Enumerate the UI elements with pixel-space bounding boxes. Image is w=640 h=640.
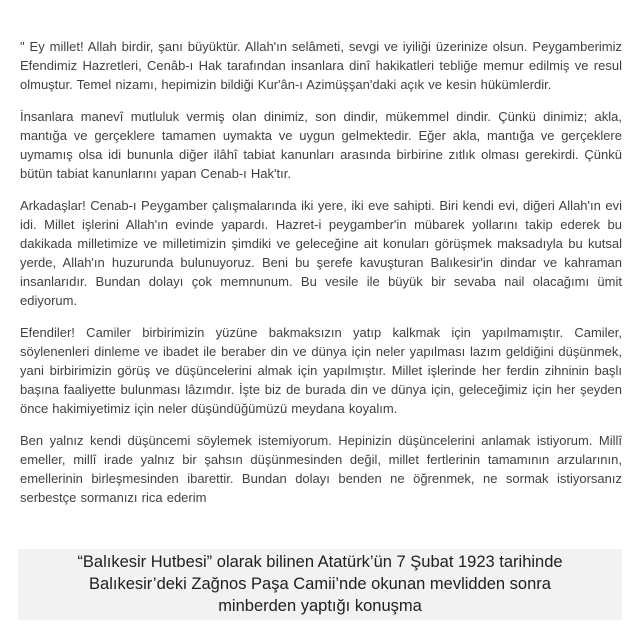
speech-paragraph-5: Ben yalnız kendi düşüncemi söylemek istemiyorum. Hepinizin düşüncelerini anlamak istiyorum. Millî emeller, millî irade yalnız bir şahsın düşünmesinden değil, millet fertlerinin tamamının arzularının, emellerinin birleşmesinden ibarettir. Bundan dolayı benden ne öğrenmek, ne sormak istiyorsanız serbestçe sormanızı rica ederim (20, 433, 622, 505)
speech-text-block (20, 37, 622, 520)
caption-line-2: Balıkesir’deki Zağnos Paşa Camii’nde okunan mevlidden sonra (89, 575, 551, 593)
caption-box (18, 549, 622, 620)
caption-line-1: “Balıkesir Hutbesi” olarak bilinen Atatürk’ün 7 Şubat 1923 tarihinde (77, 553, 563, 571)
speech-paragraph-4: Efendiler! Camiler birbirimizin yüzüne bakmaksızın yatıp kalkmak için yapılmamıştır. Camiler, söylenenleri dinleme ve ibadet ile beraber din ve dünya için neler yapılması lazım geldiğini düşünmek, yani birbirimizin görüş ve düşüncelerini almak için yapılmıştır. Millet işlerinde her ferdin zihninin başlı başına faaliyette bulunması lâzımdır. İşte biz de burada din ve dünya için, geleceğimiz için her şeyden önce hakimiyetimiz için neler düşündüğümüzü meydana koyalım. (20, 325, 622, 416)
caption-line-3: minberden yaptığı konuşma (218, 597, 422, 615)
speech-paragraph-2: İnsanlara manevî mutluluk vermiş olan dinimiz, son dindir, mükemmel dindir. Çünkü dinimiz; akla, mantığa ve gerçeklere tamamen uymakta ve uygun gelmektedir. Eğer akla, mantığa ve gerçeklere uymamış olsa idi bununla diğer ilâhî tabiat kanunları arasında birbirine zıtlık olması gerekirdi. Çünkü bütün tabiat kanunlarını yapan Cenab-ı Hak'tır. (20, 109, 622, 181)
speech-paragraph-1: " Ey millet! Allah birdir, şanı büyüktür. Allah'ın selâmeti, sevgi ve iyiliği üzerinize olsun. Peygamberimiz Efendimiz Hazretleri, Cenâb-ı Hak tarafından insanlara dinî hakikatleri tebliğe memur edilmiş ve resul olmuştur. Temel nizamı, hepimizin bildiği Kur'ân-ı Azimüşşan'daki açık ve kesin hükümlerdir. (20, 39, 622, 92)
speech-paragraph-3: Arkadaşlar! Cenab-ı Peygamber çalışmalarında iki yere, iki eve sahipti. Biri kendi evi, diğeri Allah'ın evi idi. Millet işlerini Allah'ın evinde yapardı. Hazret-i peygamber'in mübarek yollarını takip ederek bu dakikada milletimize ve milletimizin şimdiki ve geleceğine ait konuları görüşmek maksadıyla bu kutsal yerde, Allah'ın huzurunda bulunuyoruz. Beni bu şerefe kavuşturan Balıkesir'in dindar ve kahraman insanlarıdır. Bundan dolayı çok memnunum. Bu vesile ile büyük bir sevaba nail olacağımı ümit ediyorum. (20, 198, 622, 308)
